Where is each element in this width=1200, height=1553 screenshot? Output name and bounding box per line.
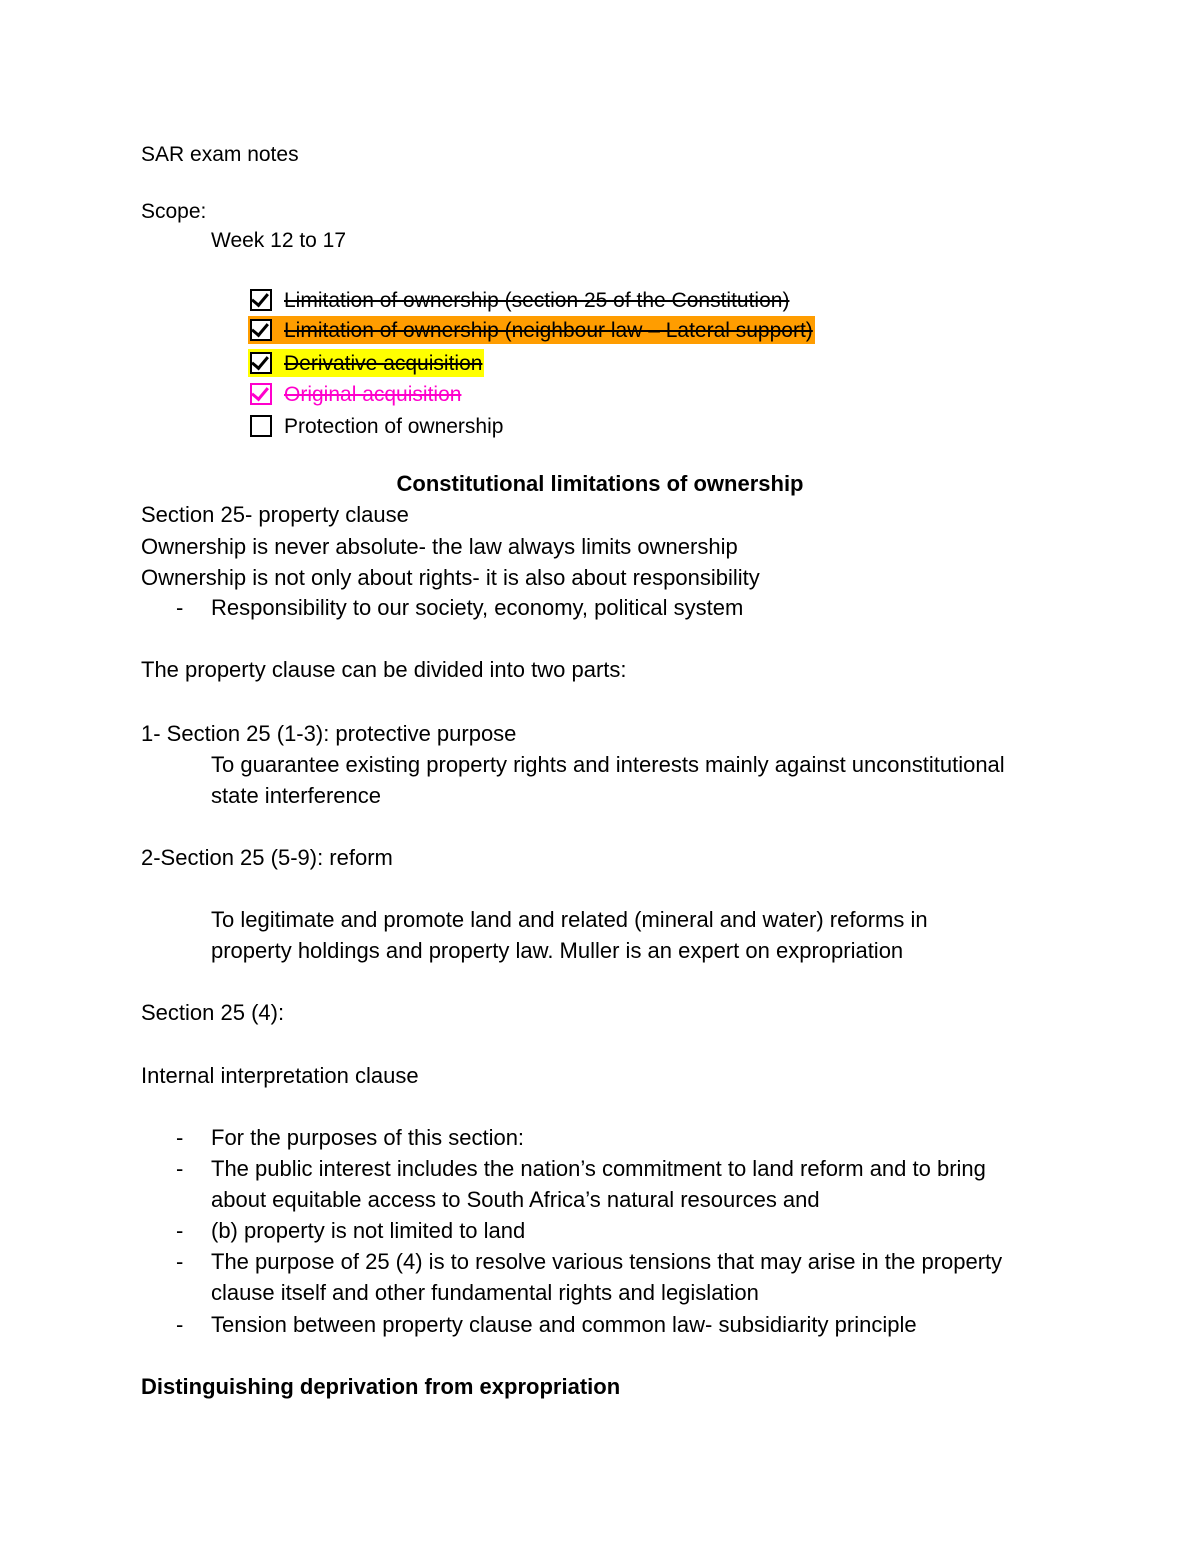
part2-title: 2-Section 25 (5-9): reform: [141, 845, 393, 870]
list-item: For the purposes of this section:: [211, 1125, 525, 1150]
document-title: SAR exam notes: [141, 143, 299, 166]
part1-desc-line1: To guarantee existing property rights and interests mainly against unconstitutional: [211, 752, 1005, 777]
list-item: The purpose of 25 (4) is to resolve various tensions that may arise in the property: [211, 1249, 1003, 1274]
checkbox-checked-icon[interactable]: [250, 352, 272, 374]
bullet-dash: -: [176, 1312, 184, 1337]
list-item-continuation: clause itself and other fundamental rights and legislation: [211, 1280, 759, 1305]
checklist-item-derivative-acquisition[interactable]: [248, 349, 484, 377]
checkbox-checked-icon[interactable]: [250, 383, 272, 405]
scope-range: Week 12 to 17: [211, 229, 347, 252]
heading-distinguishing-deprivation: Distinguishing deprivation from expropriation: [141, 1374, 621, 1399]
part1-desc-line2: state interference: [211, 783, 381, 808]
checkbox-unchecked-icon[interactable]: [250, 415, 272, 437]
checklist-item-protection-of-ownership[interactable]: [248, 412, 503, 440]
bullet-dash: -: [176, 1249, 184, 1274]
checkbox-checked-icon[interactable]: [250, 319, 272, 341]
ownership-line-1: Ownership is never absolute- the law always limits ownership: [141, 534, 738, 559]
internal-interpretation-clause: Internal interpretation clause: [141, 1063, 419, 1088]
checklist-label: Original acquisition: [284, 382, 462, 406]
checklist-item-neighbour-law[interactable]: [248, 316, 815, 344]
bullet-dash: -: [176, 1125, 184, 1150]
section25-title: Section 25- property clause: [141, 502, 409, 527]
bullet-dash: -: [176, 1156, 184, 1181]
part2-desc-line2: property holdings and property law. Muller is an expert on expropriation: [211, 938, 904, 963]
bullet-dash: -: [176, 595, 184, 620]
ownership-line-2: Ownership is not only about rights- it is also about responsibility: [141, 565, 760, 590]
checklist-item-section25[interactable]: [248, 286, 789, 314]
checklist-label: Protection of ownership: [284, 414, 504, 438]
list-item: Tension between property clause and common law- subsidiarity principle: [211, 1312, 917, 1337]
responsibility-bullet: Responsibility to our society, economy, political system: [211, 595, 744, 620]
list-item: (b) property is not limited to land: [211, 1218, 526, 1243]
bullet-dash: -: [176, 1218, 184, 1243]
list-item-continuation: about equitable access to South Africa’s natural resources and: [211, 1187, 820, 1212]
section25-4-title: Section 25 (4):: [141, 1000, 285, 1025]
checklist-label: Limitation of ownership (section 25 of the Constitution): [284, 288, 790, 312]
checklist-item-original-acquisition[interactable]: [248, 380, 461, 408]
part1-title: 1- Section 25 (1-3): protective purpose: [141, 721, 517, 746]
heading-constitutional-limitations: Constitutional limitations of ownership: [396, 471, 804, 496]
checklist-label: Derivative acquisition: [284, 351, 483, 375]
scope-label: Scope:: [141, 200, 207, 223]
list-item: The public interest includes the nation’s commitment to land reform and to bring: [211, 1156, 986, 1181]
checklist-label: Limitation of ownership (neighbour law – Lateral support): [284, 318, 813, 342]
checkbox-checked-icon[interactable]: [250, 289, 272, 311]
divided-intro: The property clause can be divided into two parts:: [141, 657, 627, 682]
part2-desc-line1: To legitimate and promote land and related (mineral and water) reforms in: [211, 907, 928, 932]
